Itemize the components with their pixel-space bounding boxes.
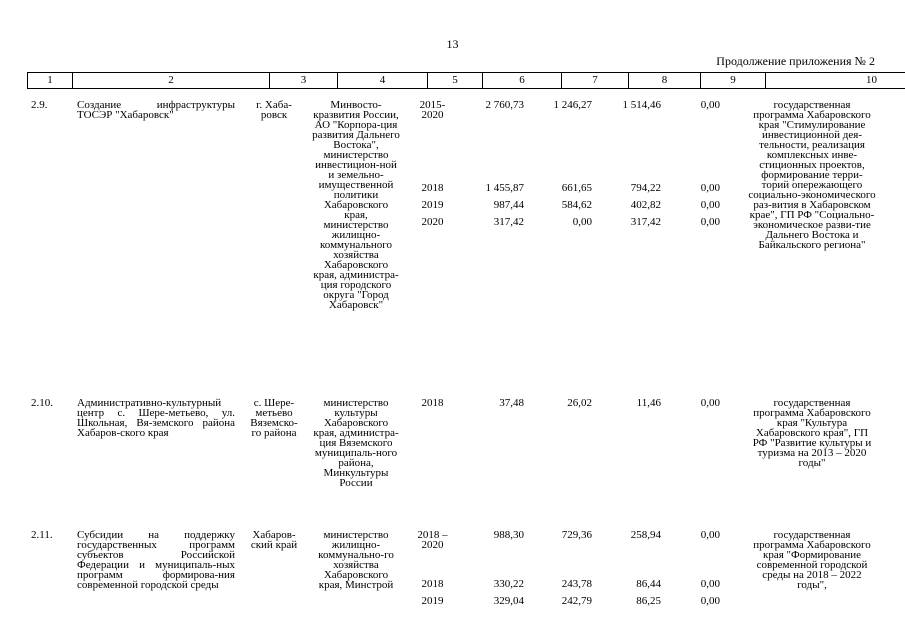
project-executor: Минвосто-кразвития России, АО "Корпора-ция развития Дальнего Востока", министерство инвестицион-ной и земельно-имущественной политики Хабаровского края, министерство жилищно-коммунального хозяйства Хабаровского края, администра-ция городского округа "Город Хабаровск" <box>312 99 400 311</box>
project-executor: министерство жилищно-коммунально-го хозяйства Хабаровского края, Минстрой <box>318 529 394 591</box>
value-federal: 26,02 <box>567 397 592 409</box>
value-total: 987,44 <box>493 199 524 211</box>
program-name: государственная программа Хабаровского края "Стимулирование инвестиционной дея-тельности, реализация комплексных инве-стиционных проектов, формирование терри-торий опережающего социально-экономического раз-вития в Хабаровском крае", ГП РФ "Социально-экономическое разви-тие Дальнего Востока и Байкальского региона" <box>748 99 876 251</box>
header-col-10: 10 <box>766 73 905 89</box>
project-name: Создание инфраструктуры ТОСЭР "Хабаровск" <box>77 99 235 121</box>
value-federal: 0,00 <box>572 216 592 228</box>
value-regional: 11,46 <box>636 397 661 409</box>
value-other: 0,00 <box>700 595 720 607</box>
period-years: 2018 <box>421 182 444 194</box>
value-federal: 729,36 <box>561 529 592 541</box>
value-regional: 258,94 <box>630 529 661 541</box>
period-years: 2019 <box>421 199 444 211</box>
header-col-3: 3 <box>270 73 338 89</box>
value-total: 1 455,87 <box>485 182 524 194</box>
header-col-2: 2 <box>73 73 270 89</box>
value-regional: 402,82 <box>630 199 661 211</box>
value-regional: 1 514,46 <box>622 99 661 111</box>
value-other: 0,00 <box>700 578 720 590</box>
header-col-4: 4 <box>338 73 428 89</box>
header-col-9: 9 <box>701 73 766 89</box>
continuation-label: Продолжение приложения № 2 <box>716 54 875 68</box>
header-col-8: 8 <box>629 73 701 89</box>
period-years: 2015-2020 <box>419 99 446 121</box>
value-federal: 1 246,27 <box>553 99 592 111</box>
period-years: 2018 <box>421 397 444 409</box>
row-number: 2.9. <box>31 99 48 111</box>
row-number: 2.11. <box>31 529 53 541</box>
value-other: 0,00 <box>700 99 720 111</box>
header-col-5: 5 <box>428 73 483 89</box>
value-regional: 317,42 <box>630 216 661 228</box>
project-location: г. Хаба-ровск <box>256 99 292 121</box>
header-col-7: 7 <box>562 73 629 89</box>
value-total: 37,48 <box>499 397 524 409</box>
value-other: 0,00 <box>700 529 720 541</box>
program-name: государственная программа Хабаровского края "Культура Хабаровского края", ГП РФ "Развитие культуры и туризма на 2013 – 2020 годы" <box>752 397 872 469</box>
value-federal: 242,79 <box>561 595 592 607</box>
row-number: 2.10. <box>31 397 53 409</box>
project-name: Субсидии на поддержку государственных программ субъектов Российской Федерации и муниципаль-ных программ формирова-ния современной городской среды <box>77 529 235 591</box>
program-name: государственная программа Хабаровского края "Формирование современной городской среды на 2018 – 2022 годы", <box>753 529 871 591</box>
value-total: 317,42 <box>493 216 524 228</box>
project-name: Административно-культурный центр с. Шере-метьево, ул. Школьная, Вя-земского района Хабаров-ского края <box>77 397 235 439</box>
value-regional: 86,44 <box>636 578 661 590</box>
value-other: 0,00 <box>700 216 720 228</box>
period-years: 2020 <box>421 216 444 228</box>
period-years: 2018 – 2020 <box>417 529 448 551</box>
value-federal: 584,62 <box>561 199 592 211</box>
project-location: Хабаров-ский край <box>250 529 298 551</box>
project-executor: министерство культуры Хабаровского края, администра-ция Вяземского муниципаль-ного района, Минкультуры России <box>313 397 399 489</box>
project-location: с. Шере-метьево Вяземско-го района <box>250 397 298 439</box>
page-number: 13 <box>446 37 459 51</box>
header-col-1: 1 <box>28 73 73 89</box>
value-total: 330,22 <box>493 578 524 590</box>
period-years: 2019 <box>421 595 444 607</box>
value-total: 988,30 <box>493 529 524 541</box>
value-total: 2 760,73 <box>485 99 524 111</box>
table-header <box>27 72 905 89</box>
header-col-6: 6 <box>483 73 562 89</box>
value-regional: 794,22 <box>630 182 661 194</box>
period-years: 2018 <box>421 578 444 590</box>
value-other: 0,00 <box>700 182 720 194</box>
value-regional: 86,25 <box>636 595 661 607</box>
value-federal: 243,78 <box>561 578 592 590</box>
value-other: 0,00 <box>700 397 720 409</box>
value-other: 0,00 <box>700 199 720 211</box>
value-total: 329,04 <box>493 595 524 607</box>
value-federal: 661,65 <box>561 182 592 194</box>
